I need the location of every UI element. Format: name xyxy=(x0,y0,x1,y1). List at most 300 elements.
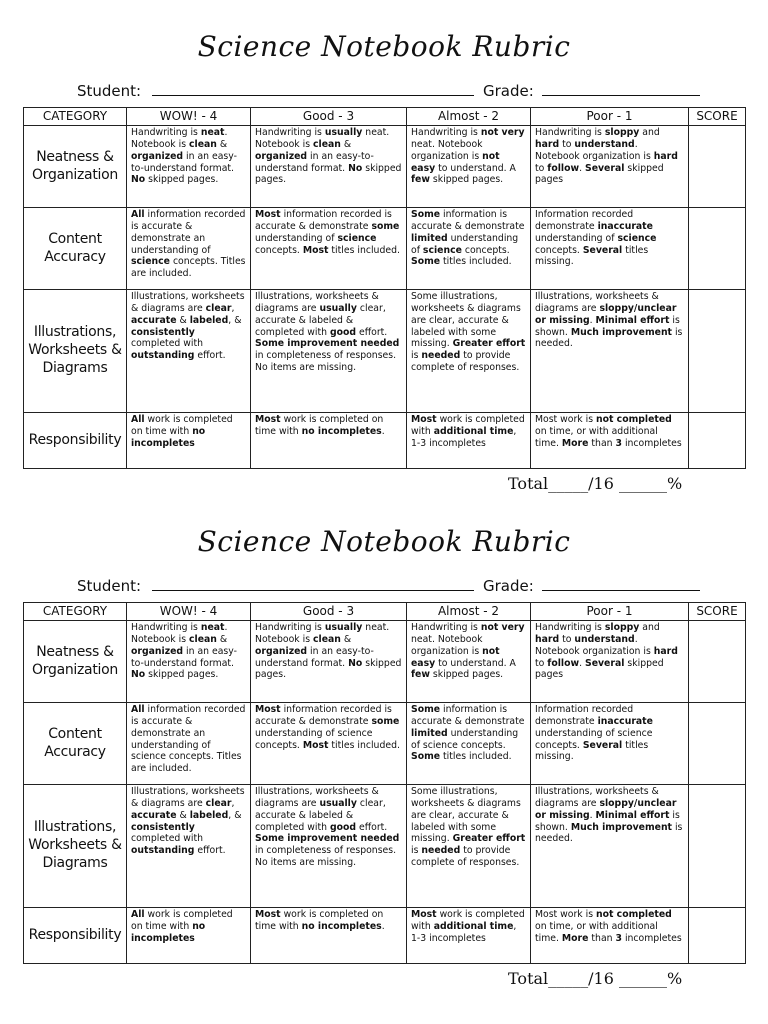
criteria-text: . Notebook organization is xyxy=(535,139,654,162)
score-cell[interactable] xyxy=(689,785,746,908)
criteria-text: , & xyxy=(228,314,242,326)
emphasis-text: All xyxy=(131,209,145,221)
grade-label: Grade: xyxy=(483,577,534,595)
criteria-cell-c3 xyxy=(251,908,407,964)
emphasis-text: no incompletes xyxy=(131,921,206,944)
criteria-text: understanding of science concepts. xyxy=(535,727,653,751)
grade-field[interactable] xyxy=(483,81,700,100)
criteria-cell-c3 xyxy=(251,413,407,469)
emphasis-text: additional time xyxy=(433,921,514,933)
emphasis-text: needed xyxy=(421,350,461,362)
criteria-text: skipped pages. xyxy=(145,669,219,681)
emphasis-text: accurate xyxy=(131,809,177,821)
student-field[interactable] xyxy=(77,576,474,595)
header-cell: SCORE xyxy=(689,108,746,126)
criteria-text: Handwriting is xyxy=(535,127,605,139)
emphasis-text: not completed xyxy=(596,909,672,921)
criteria-text: & xyxy=(216,139,228,151)
table-row xyxy=(24,703,746,785)
emphasis-text: outstanding xyxy=(131,845,195,857)
criteria-text: Most work is xyxy=(535,909,596,921)
emphasis-text: understand xyxy=(574,634,635,646)
student-field[interactable] xyxy=(77,81,474,100)
criteria-text: work is completed with xyxy=(411,414,525,438)
category-cell: Content Accuracy xyxy=(24,208,127,290)
criteria-text: is needed. xyxy=(535,326,683,350)
criteria-text: concepts. xyxy=(255,244,303,256)
criteria-text: titles included. xyxy=(328,739,400,751)
emphasis-text: not very xyxy=(480,622,525,634)
criteria-text: effort. xyxy=(194,845,226,857)
emphasis-text: consistently xyxy=(131,821,195,833)
emphasis-text: inaccurate xyxy=(597,716,653,728)
emphasis-text: not easy xyxy=(411,150,500,174)
criteria-text: is xyxy=(411,845,422,857)
criteria-cell-c4 xyxy=(127,126,251,208)
emphasis-text: Minimal effort xyxy=(595,314,670,326)
criteria-text: on time, or with additional time. xyxy=(535,921,658,944)
criteria-text: and xyxy=(639,127,660,139)
criteria-text: effort. xyxy=(194,350,226,362)
emphasis-text: clean xyxy=(313,634,341,646)
emphasis-text: good xyxy=(329,821,357,833)
emphasis-text: Several xyxy=(582,739,623,751)
criteria-text: information recorded is accurate & demonstrate an understanding of xyxy=(131,209,246,256)
emphasis-text: inaccurate xyxy=(597,221,653,233)
criteria-text: . xyxy=(381,426,385,438)
criteria-text: understanding of xyxy=(535,232,618,244)
header-cell: WOW! - 4 xyxy=(127,603,251,621)
criteria-cell-c4 xyxy=(127,413,251,469)
emphasis-text: usually xyxy=(324,622,363,634)
emphasis-text: Most xyxy=(255,704,281,716)
criteria-cell-c4 xyxy=(127,621,251,703)
criteria-text: information recorded is accurate & demonstrate an understanding of science concepts. Titles are included. xyxy=(131,704,246,775)
criteria-text: Illustrations, worksheets & diagrams are xyxy=(535,786,659,810)
criteria-text: in an easy-to-understand format. xyxy=(131,150,237,174)
criteria-text: is xyxy=(411,350,422,362)
score-cell[interactable] xyxy=(689,621,746,703)
criteria-text: completed with xyxy=(131,338,204,350)
grade-field[interactable] xyxy=(483,576,700,595)
emphasis-text: sloppy xyxy=(604,622,640,634)
criteria-text: & xyxy=(340,139,352,151)
criteria-cell-c2 xyxy=(407,413,531,469)
emphasis-text: 3 xyxy=(615,932,622,944)
criteria-text: Handwriting is xyxy=(255,622,325,634)
header-cell: SCORE xyxy=(689,603,746,621)
emphasis-text: limited xyxy=(411,727,448,739)
emphasis-text: needed xyxy=(421,845,461,857)
emphasis-text: Some xyxy=(411,751,441,763)
criteria-text: Information recorded demonstrate xyxy=(535,704,634,728)
emphasis-text: Most xyxy=(411,909,437,921)
emphasis-text: More xyxy=(561,437,589,449)
header-cell: Good - 3 xyxy=(251,603,407,621)
emphasis-text: Some improvement needed xyxy=(255,833,400,845)
criteria-text: to xyxy=(535,162,548,174)
criteria-text: than xyxy=(588,437,616,449)
rubric-title: Science Notebook Rubric xyxy=(197,30,571,63)
criteria-text: Information recorded demonstrate xyxy=(535,209,634,233)
criteria-text: skipped pages. xyxy=(429,669,504,681)
criteria-text: neat. Notebook is xyxy=(255,127,390,151)
criteria-text: skipped pages xyxy=(535,162,664,186)
emphasis-text: Most xyxy=(255,414,281,426)
emphasis-text: consistently xyxy=(131,326,195,338)
criteria-text: concepts. xyxy=(461,244,510,256)
emphasis-text: No xyxy=(348,657,363,669)
total-line: Total_____/16 ______% xyxy=(508,474,683,493)
criteria-text: skipped pages. xyxy=(255,657,402,681)
criteria-text: , xyxy=(231,798,235,810)
criteria-text: titles included. xyxy=(328,244,400,256)
criteria-text: to provide complete of responses. xyxy=(411,845,520,869)
emphasis-text: understand xyxy=(574,139,635,151)
criteria-text: Handwriting is xyxy=(255,127,325,139)
criteria-cell-c2 xyxy=(407,908,531,964)
emphasis-text: Much improvement xyxy=(570,821,673,833)
header-cell: WOW! - 4 xyxy=(127,108,251,126)
criteria-text: titles missing. xyxy=(535,244,649,268)
criteria-text: work is completed on time with xyxy=(255,414,384,438)
criteria-cell-c2 xyxy=(407,703,531,785)
emphasis-text: clean xyxy=(313,139,341,151)
student-blank[interactable] xyxy=(152,576,474,591)
student-label: Student: xyxy=(77,82,142,100)
category-cell: Responsibility xyxy=(24,413,127,469)
emphasis-text: All xyxy=(131,414,145,426)
emphasis-text: organized xyxy=(255,645,308,657)
emphasis-text: hard xyxy=(653,150,678,162)
criteria-cell-c1 xyxy=(531,703,689,785)
emphasis-text: some xyxy=(371,716,400,728)
criteria-text: incompletes xyxy=(621,932,682,944)
criteria-text: Handwriting is xyxy=(411,622,481,634)
emphasis-text: Some xyxy=(411,209,441,221)
emphasis-text: neat xyxy=(200,127,225,139)
criteria-text: & xyxy=(176,314,190,326)
score-cell[interactable] xyxy=(689,413,746,469)
criteria-text: clear, accurate & labeled & completed with xyxy=(255,798,386,833)
emphasis-text: science xyxy=(617,232,657,244)
category-cell: Content Accuracy xyxy=(24,703,127,785)
criteria-text: titles missing. xyxy=(535,739,649,763)
emphasis-text: clean xyxy=(189,634,217,646)
criteria-cell-c1 xyxy=(531,126,689,208)
criteria-text: , 1-3 incompletes xyxy=(411,426,517,449)
criteria-text: understanding of science concepts. xyxy=(411,727,519,751)
criteria-cell-c4 xyxy=(127,908,251,964)
emphasis-text: sloppy/unclear or missing xyxy=(535,798,677,821)
emphasis-text: hard xyxy=(535,634,560,646)
criteria-text: to xyxy=(559,139,575,151)
criteria-text: in an easy-to-understand format. xyxy=(255,150,374,174)
criteria-text: & xyxy=(340,634,352,646)
criteria-cell-c3 xyxy=(251,126,407,208)
category-cell: Responsibility xyxy=(24,908,127,964)
student-blank[interactable] xyxy=(152,81,474,96)
criteria-text: . xyxy=(579,162,585,174)
rubric-table xyxy=(23,602,746,964)
criteria-text: Illustrations, worksheets & diagrams are xyxy=(255,291,379,315)
criteria-cell-c2 xyxy=(407,126,531,208)
emphasis-text: accurate xyxy=(131,314,177,326)
criteria-cell-c3 xyxy=(251,621,407,703)
criteria-text: work is completed on time with xyxy=(131,414,233,438)
emphasis-text: outstanding xyxy=(131,350,195,362)
criteria-text: . xyxy=(589,314,596,326)
emphasis-text: additional time xyxy=(433,426,514,438)
criteria-text: information recorded is accurate & demonstrate xyxy=(255,209,392,233)
emphasis-text: hard xyxy=(535,139,560,151)
criteria-text: . Notebook organization is xyxy=(535,634,654,657)
criteria-text: effort. xyxy=(356,326,388,338)
emphasis-text: organized xyxy=(255,150,308,162)
score-cell[interactable] xyxy=(689,908,746,964)
emphasis-text: few xyxy=(411,174,430,186)
criteria-text: titles included. xyxy=(440,256,512,268)
emphasis-text: Several xyxy=(585,657,625,669)
criteria-text: to understand. A xyxy=(435,657,516,669)
emphasis-text: neat xyxy=(200,622,225,634)
criteria-text: clear, accurate & labeled & completed with xyxy=(255,303,386,338)
criteria-cell-c1 xyxy=(531,413,689,469)
criteria-cell-c2 xyxy=(407,785,531,908)
emphasis-text: Most xyxy=(302,244,329,256)
emphasis-text: not easy xyxy=(411,645,500,669)
criteria-cell-c1 xyxy=(531,621,689,703)
criteria-cell-c4 xyxy=(127,703,251,785)
criteria-text: to provide complete of responses. xyxy=(411,350,520,374)
score-cell[interactable] xyxy=(689,290,746,413)
score-cell[interactable] xyxy=(689,703,746,785)
emphasis-text: Several xyxy=(582,244,623,256)
criteria-cell-c1 xyxy=(531,208,689,290)
emphasis-text: limited xyxy=(411,232,448,244)
criteria-text: to understand. A xyxy=(435,162,516,174)
criteria-text: Illustrations, worksheets & diagrams are xyxy=(255,786,379,810)
rubric-title: Science Notebook Rubric xyxy=(197,525,571,558)
header-cell: Good - 3 xyxy=(251,108,407,126)
emphasis-text: no incompletes xyxy=(301,921,382,933)
score-cell[interactable] xyxy=(689,208,746,290)
criteria-text: to xyxy=(535,657,548,669)
criteria-text: in completeness of responses. No items are missing. xyxy=(255,845,397,869)
header-cell: Poor - 1 xyxy=(531,108,689,126)
criteria-text: Illustrations, worksheets & diagrams are xyxy=(131,291,245,315)
criteria-cell-c1 xyxy=(531,908,689,964)
emphasis-text: some xyxy=(371,221,400,233)
total-line: Total_____/16 ______% xyxy=(508,969,683,988)
emphasis-text: Greater effort xyxy=(452,833,526,845)
header-cell: Almost - 2 xyxy=(407,108,531,126)
criteria-text: neat. Notebook organization is xyxy=(411,139,483,162)
criteria-text: . xyxy=(579,657,585,669)
emphasis-text: no incompletes xyxy=(301,426,382,438)
emphasis-text: 3 xyxy=(615,437,622,449)
category-cell: Illustrations, Worksheets & Diagrams xyxy=(24,290,127,413)
criteria-cell-c3 xyxy=(251,208,407,290)
criteria-text: effort. xyxy=(356,821,388,833)
grade-label: Grade: xyxy=(483,82,534,100)
emphasis-text: No xyxy=(131,174,146,186)
criteria-cell-c4 xyxy=(127,208,251,290)
table-row xyxy=(24,290,746,413)
emphasis-text: clean xyxy=(189,139,217,151)
criteria-text: neat. Notebook organization is xyxy=(411,634,483,657)
emphasis-text: good xyxy=(329,326,357,338)
criteria-text: skipped pages. xyxy=(429,174,504,186)
criteria-text: Handwriting is xyxy=(411,127,481,139)
emphasis-text: follow xyxy=(547,657,580,669)
criteria-text: , & xyxy=(228,809,242,821)
emphasis-text: Some improvement needed xyxy=(255,338,400,350)
criteria-cell-c3 xyxy=(251,703,407,785)
criteria-text: in an easy-to-understand format. xyxy=(255,645,374,669)
emphasis-text: Much improvement xyxy=(570,326,673,338)
criteria-text: information is accurate & demonstrate xyxy=(411,704,525,728)
criteria-text: & xyxy=(176,809,190,821)
table-row xyxy=(24,413,746,469)
emphasis-text: labeled xyxy=(189,809,229,821)
header-row xyxy=(24,108,746,126)
header-cell: Almost - 2 xyxy=(407,603,531,621)
emphasis-text: hard xyxy=(653,645,678,657)
criteria-text: skipped pages. xyxy=(145,174,219,186)
emphasis-text: No xyxy=(348,162,363,174)
criteria-cell-c1 xyxy=(531,785,689,908)
emphasis-text: Most xyxy=(302,739,329,751)
criteria-text: Most work is xyxy=(535,414,596,426)
category-cell: Neatness & Organization xyxy=(24,621,127,703)
emphasis-text: clear xyxy=(205,303,232,315)
emphasis-text: More xyxy=(561,932,589,944)
criteria-text: understanding of xyxy=(411,232,519,256)
emphasis-text: few xyxy=(411,669,430,681)
criteria-text: , 1-3 incompletes xyxy=(411,921,517,944)
criteria-text: Some illustrations, worksheets & diagrams are clear, accurate & labeled with some missing. xyxy=(411,291,521,350)
criteria-text: Handwriting is xyxy=(131,127,201,139)
emphasis-text: usually xyxy=(319,303,357,315)
criteria-cell-c4 xyxy=(127,290,251,413)
criteria-text: and xyxy=(639,622,660,634)
header-cell: CATEGORY xyxy=(24,108,127,126)
criteria-text: completed with xyxy=(131,833,204,845)
header-row xyxy=(24,603,746,621)
emphasis-text: No xyxy=(131,669,146,681)
emphasis-text: All xyxy=(131,704,145,716)
rubric-table xyxy=(23,107,746,469)
criteria-text: . Notebook is xyxy=(131,622,228,646)
criteria-text: skipped pages. xyxy=(255,162,402,186)
emphasis-text: sloppy xyxy=(604,127,640,139)
table-row xyxy=(24,621,746,703)
table-row xyxy=(24,785,746,908)
score-cell[interactable] xyxy=(689,126,746,208)
emphasis-text: organized xyxy=(131,645,184,657)
criteria-text: understanding of xyxy=(255,232,338,244)
criteria-text: is needed. xyxy=(535,821,683,845)
criteria-cell-c4 xyxy=(127,785,251,908)
criteria-cell-c3 xyxy=(251,290,407,413)
criteria-text: information recorded is accurate & demonstrate xyxy=(255,704,392,728)
criteria-text: Illustrations, worksheets & diagrams are xyxy=(535,291,659,315)
criteria-text: skipped pages xyxy=(535,657,664,681)
criteria-text: concepts. xyxy=(535,244,583,256)
criteria-text: titles included. xyxy=(440,751,512,763)
emphasis-text: Some xyxy=(411,256,441,268)
emphasis-text: not completed xyxy=(596,414,672,426)
emphasis-text: no incompletes xyxy=(131,426,206,449)
criteria-text: is shown. xyxy=(535,809,680,833)
emphasis-text: follow xyxy=(547,162,580,174)
grade-blank[interactable] xyxy=(542,81,700,96)
criteria-text: Handwriting is xyxy=(535,622,605,634)
criteria-text: understanding of science concepts. xyxy=(255,727,373,751)
category-cell: Neatness & Organization xyxy=(24,126,127,208)
student-label: Student: xyxy=(77,577,142,595)
emphasis-text: labeled xyxy=(189,314,229,326)
table-row xyxy=(24,126,746,208)
grade-blank[interactable] xyxy=(542,576,700,591)
criteria-text: , xyxy=(231,303,235,315)
criteria-text: in an easy-to-understand format. xyxy=(131,645,237,669)
emphasis-text: organized xyxy=(131,150,184,162)
emphasis-text: usually xyxy=(324,127,363,139)
criteria-text: & xyxy=(216,634,228,646)
table-row xyxy=(24,208,746,290)
criteria-text: work is completed on time with xyxy=(131,909,233,933)
criteria-text: on time, or with additional time. xyxy=(535,426,658,449)
emphasis-text: Minimal effort xyxy=(595,809,670,821)
criteria-text: in completeness of responses. No items are missing. xyxy=(255,350,397,374)
criteria-text: . Notebook is xyxy=(131,127,228,151)
criteria-text: Handwriting is xyxy=(131,622,201,634)
criteria-text: incompletes xyxy=(621,437,682,449)
criteria-cell-c2 xyxy=(407,290,531,413)
criteria-text: . xyxy=(589,809,596,821)
criteria-text: concepts. Titles are included. xyxy=(131,256,246,280)
emphasis-text: clear xyxy=(205,798,232,810)
emphasis-text: Some xyxy=(411,704,441,716)
criteria-cell-c3 xyxy=(251,785,407,908)
criteria-text: neat. Notebook is xyxy=(255,622,390,646)
header-cell: CATEGORY xyxy=(24,603,127,621)
category-cell: Illustrations, Worksheets & Diagrams xyxy=(24,785,127,908)
emphasis-text: science xyxy=(337,232,377,244)
emphasis-text: Several xyxy=(585,162,625,174)
emphasis-text: Most xyxy=(255,209,281,221)
criteria-text: work is completed on time with xyxy=(255,909,384,933)
criteria-text: to xyxy=(559,634,575,646)
header-cell: Poor - 1 xyxy=(531,603,689,621)
emphasis-text: Most xyxy=(255,909,281,921)
criteria-cell-c2 xyxy=(407,208,531,290)
emphasis-text: usually xyxy=(319,798,357,810)
emphasis-text: not very xyxy=(480,127,525,139)
emphasis-text: sloppy/unclear or missing xyxy=(535,303,677,326)
criteria-text: . xyxy=(381,921,385,933)
emphasis-text: science xyxy=(422,244,462,256)
emphasis-text: science xyxy=(131,256,170,268)
criteria-text: is shown. xyxy=(535,314,680,338)
table-row xyxy=(24,908,746,964)
criteria-text: work is completed with xyxy=(411,909,525,933)
emphasis-text: Greater effort xyxy=(452,338,526,350)
criteria-text: Illustrations, worksheets & diagrams are xyxy=(131,786,245,810)
criteria-text: than xyxy=(588,932,616,944)
